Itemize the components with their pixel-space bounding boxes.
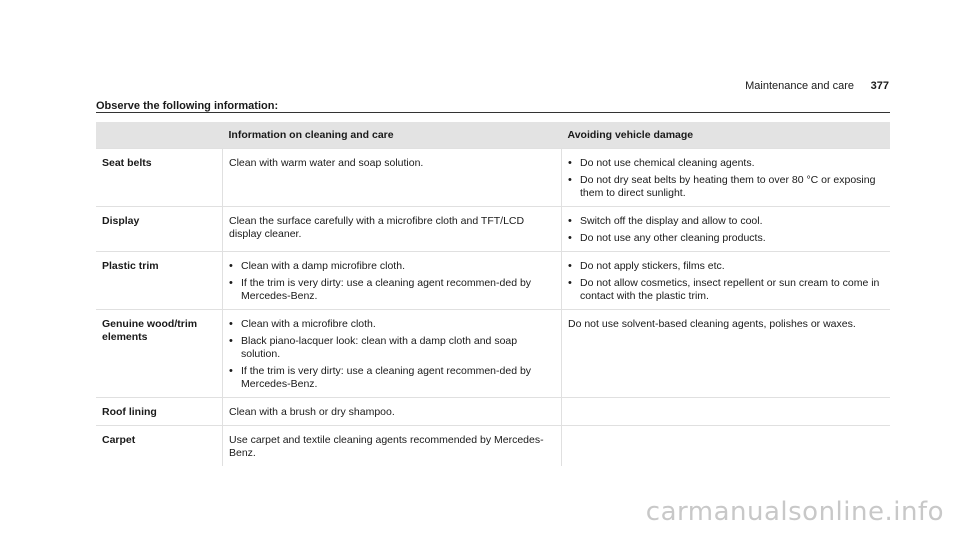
row-label: Seat belts bbox=[96, 149, 223, 207]
row-label: Plastic trim bbox=[96, 252, 223, 310]
header-rule bbox=[96, 112, 890, 113]
table-row bbox=[96, 207, 890, 252]
list-item: • Clean with a damp microfibre cloth. bbox=[229, 260, 555, 273]
list-item: • If the trim is very dirty: use a cleaning agent recommen-ded by Mercedes-Benz. bbox=[229, 277, 555, 303]
care-cell bbox=[223, 426, 562, 467]
list-item: • Clean with a microfibre cloth. bbox=[229, 318, 555, 331]
table-header-row bbox=[96, 122, 890, 149]
section-title: Maintenance and care bbox=[745, 80, 854, 92]
table-row bbox=[96, 426, 890, 467]
list-item: • Black piano-lacquer look: clean with a damp cloth and soap solution. bbox=[229, 335, 555, 361]
damage-cell-list bbox=[568, 260, 884, 303]
care-cell-text: Clean the surface carefully with a microfibre cloth and TFT/LCD display cleaner. bbox=[229, 215, 525, 240]
table-body bbox=[96, 149, 890, 467]
page-number: 377 bbox=[870, 80, 889, 92]
care-cell bbox=[223, 149, 562, 207]
header-cell-care: Information on cleaning and care bbox=[223, 122, 562, 149]
list-item: • Do not dry seat belts by heating them to over 80 °C or exposing them to direct sunlight. bbox=[568, 174, 884, 200]
care-cell-text: Clean with a brush or dry shampoo. bbox=[229, 406, 395, 418]
list-item: • Do not use chemical cleaning agents. bbox=[568, 157, 884, 170]
row-label: Carpet bbox=[96, 426, 223, 467]
list-item: • Do not allow cosmetics, insect repellent or sun cream to come in contact with the plastic trim. bbox=[568, 277, 884, 303]
list-item: • Switch off the display and allow to cool. bbox=[568, 215, 884, 228]
damage-cell-text: Do not use solvent-based cleaning agents, polishes or waxes. bbox=[568, 318, 856, 330]
header-cell-damage: Avoiding vehicle damage bbox=[562, 122, 891, 149]
care-cell-list bbox=[229, 318, 555, 391]
list-item: • If the trim is very dirty: use a cleaning agent recommen-ded by Mercedes-Benz. bbox=[229, 365, 555, 391]
damage-cell bbox=[562, 310, 891, 398]
care-cell bbox=[223, 310, 562, 398]
table-row bbox=[96, 398, 890, 426]
intro-text: Observe the following information: bbox=[96, 100, 279, 112]
care-cell-text: Use carpet and textile cleaning agents recommended by Mercedes-Benz. bbox=[229, 434, 544, 459]
row-label: Genuine wood/trim elements bbox=[96, 310, 223, 398]
care-cell-list bbox=[229, 260, 555, 303]
table-row bbox=[96, 310, 890, 398]
row-label: Display bbox=[96, 207, 223, 252]
header-cell-empty bbox=[96, 122, 223, 149]
care-cell bbox=[223, 252, 562, 310]
care-cell-text: Clean with warm water and soap solution. bbox=[229, 157, 424, 169]
table-row bbox=[96, 252, 890, 310]
damage-cell bbox=[562, 207, 891, 252]
table-row bbox=[96, 149, 890, 207]
damage-cell bbox=[562, 252, 891, 310]
damage-cell-list bbox=[568, 157, 884, 200]
care-cell bbox=[223, 398, 562, 426]
care-cell bbox=[223, 207, 562, 252]
damage-cell bbox=[562, 149, 891, 207]
damage-cell bbox=[562, 398, 891, 426]
watermark: carmanualsonline.info bbox=[645, 497, 944, 527]
list-item: • Do not use any other cleaning products. bbox=[568, 232, 884, 245]
list-item: • Do not apply stickers, films etc. bbox=[568, 260, 884, 273]
damage-cell-list bbox=[568, 215, 884, 245]
row-label: Roof lining bbox=[96, 398, 223, 426]
damage-cell bbox=[562, 426, 891, 467]
cleaning-table bbox=[96, 122, 890, 466]
